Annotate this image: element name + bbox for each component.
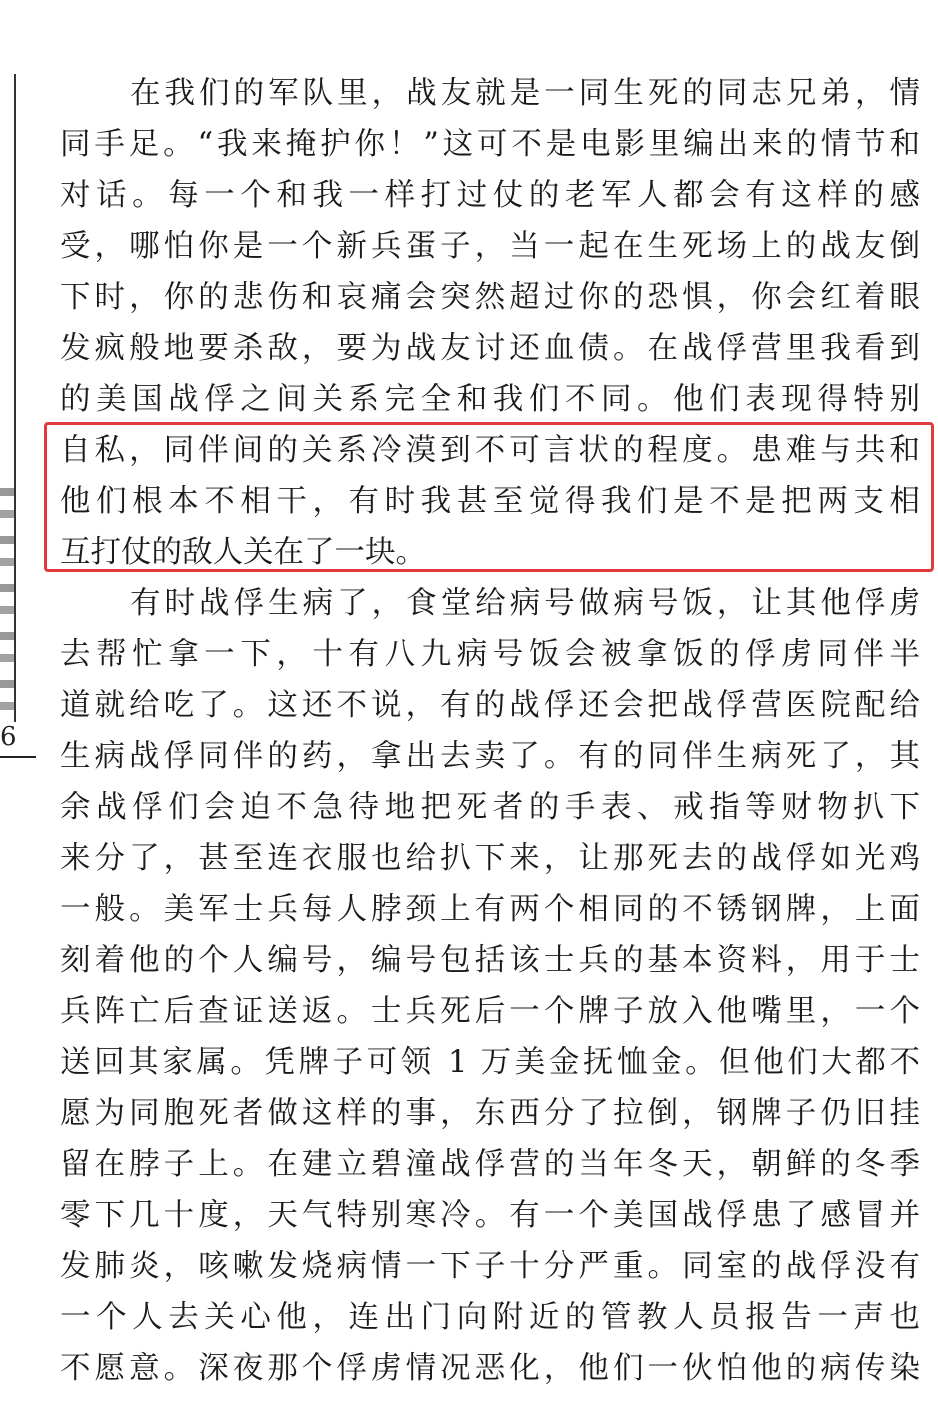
text-line: 受，哪怕你是一个新兵蛋子，当一起在生死场上的战友倒: [60, 229, 920, 264]
text-line: 道就给吃了。这还不说，有的战俘还会把战俘营医院配给: [60, 688, 920, 723]
text-line: 发肺炎，咳嗽发烧病情一下子十分严重。同室的战俘没有: [60, 1249, 920, 1284]
text-line: 不愿意。深夜那个俘虏情况恶化，他们一伙怕他的病传染: [60, 1351, 920, 1386]
margin-tick: [0, 756, 36, 758]
highlight-box: [44, 422, 934, 572]
text-line: 生病战俘同伴的药，拿出去卖了。有的同伴生病死了，其: [60, 739, 920, 774]
text-line: 一般。美军士兵每人脖颈上有两个相同的不锈钢牌，上面: [60, 892, 920, 927]
text-line: 发疯般地要杀敌，要为战友讨还血债。在战俘营里我看到: [60, 331, 920, 366]
text-line: 愿为同胞死者做这样的事，东西分了拉倒，钢牌子仍旧挂: [60, 1096, 920, 1131]
margin-rule: [14, 74, 16, 722]
text-line: 自私，同伴间的关系冷漠到不可言状的程度。患难与共和: [60, 433, 920, 468]
body-text: [60, 68, 920, 1394]
page-number: 6: [0, 722, 17, 752]
text-line: 一个人去关心他，连出门向附近的管教人员报告一声也: [60, 1300, 920, 1335]
text-line: 零下几十度，天气特别寒冷。有一个美国战俘患了感冒并: [60, 1198, 920, 1233]
text-line: 余战俘们会迫不急待地把死者的手表、戒指等财物扒下: [60, 790, 920, 825]
text-line: 留在脖子上。在建立碧潼战俘营的当年冬天，朝鲜的冬季: [60, 1147, 920, 1182]
text-line: 的美国战俘之间关系完全和我们不同。他们表现得特别: [60, 382, 920, 417]
text-line: 同手足。“我来掩护你！”这可不是电影里编出来的情节和: [60, 127, 920, 162]
text-line: 刻着他的个人编号，编号包括该士兵的基本资料，用于士: [60, 943, 920, 978]
text-line: 互打仗的敌人关在了一块。: [60, 535, 426, 570]
text-line: 去帮忙拿一下，十有八九病号饭会被拿饭的俘虏同伴半: [60, 637, 920, 672]
text-line: 在我们的军队里，战友就是一同生死的同志兄弟，情: [130, 76, 920, 111]
text-line: 送回其家属。凭牌子可领 1 万美金抚恤金。但他们大都不: [60, 1045, 920, 1080]
text-line: 对话。每一个和我一样打过仗的老军人都会有这样的感: [60, 178, 920, 213]
text-line: 来分了，甚至连衣服也给扒下来，让那死去的战俘如光鸡: [60, 841, 920, 876]
text-line: 他们根本不相干，有时我甚至觉得我们是不是把两支相: [60, 484, 920, 519]
text-line: 兵阵亡后查证送返。士兵死后一个牌子放入他嘴里，一个: [60, 994, 920, 1029]
text-line: 下时，你的悲伤和哀痛会突然超过你的恐惧，你会红着眼: [60, 280, 920, 315]
text-line: 有时战俘生病了，食堂给病号做病号饭，让其他俘虏: [130, 586, 920, 621]
margin-smudge: [0, 488, 14, 718]
